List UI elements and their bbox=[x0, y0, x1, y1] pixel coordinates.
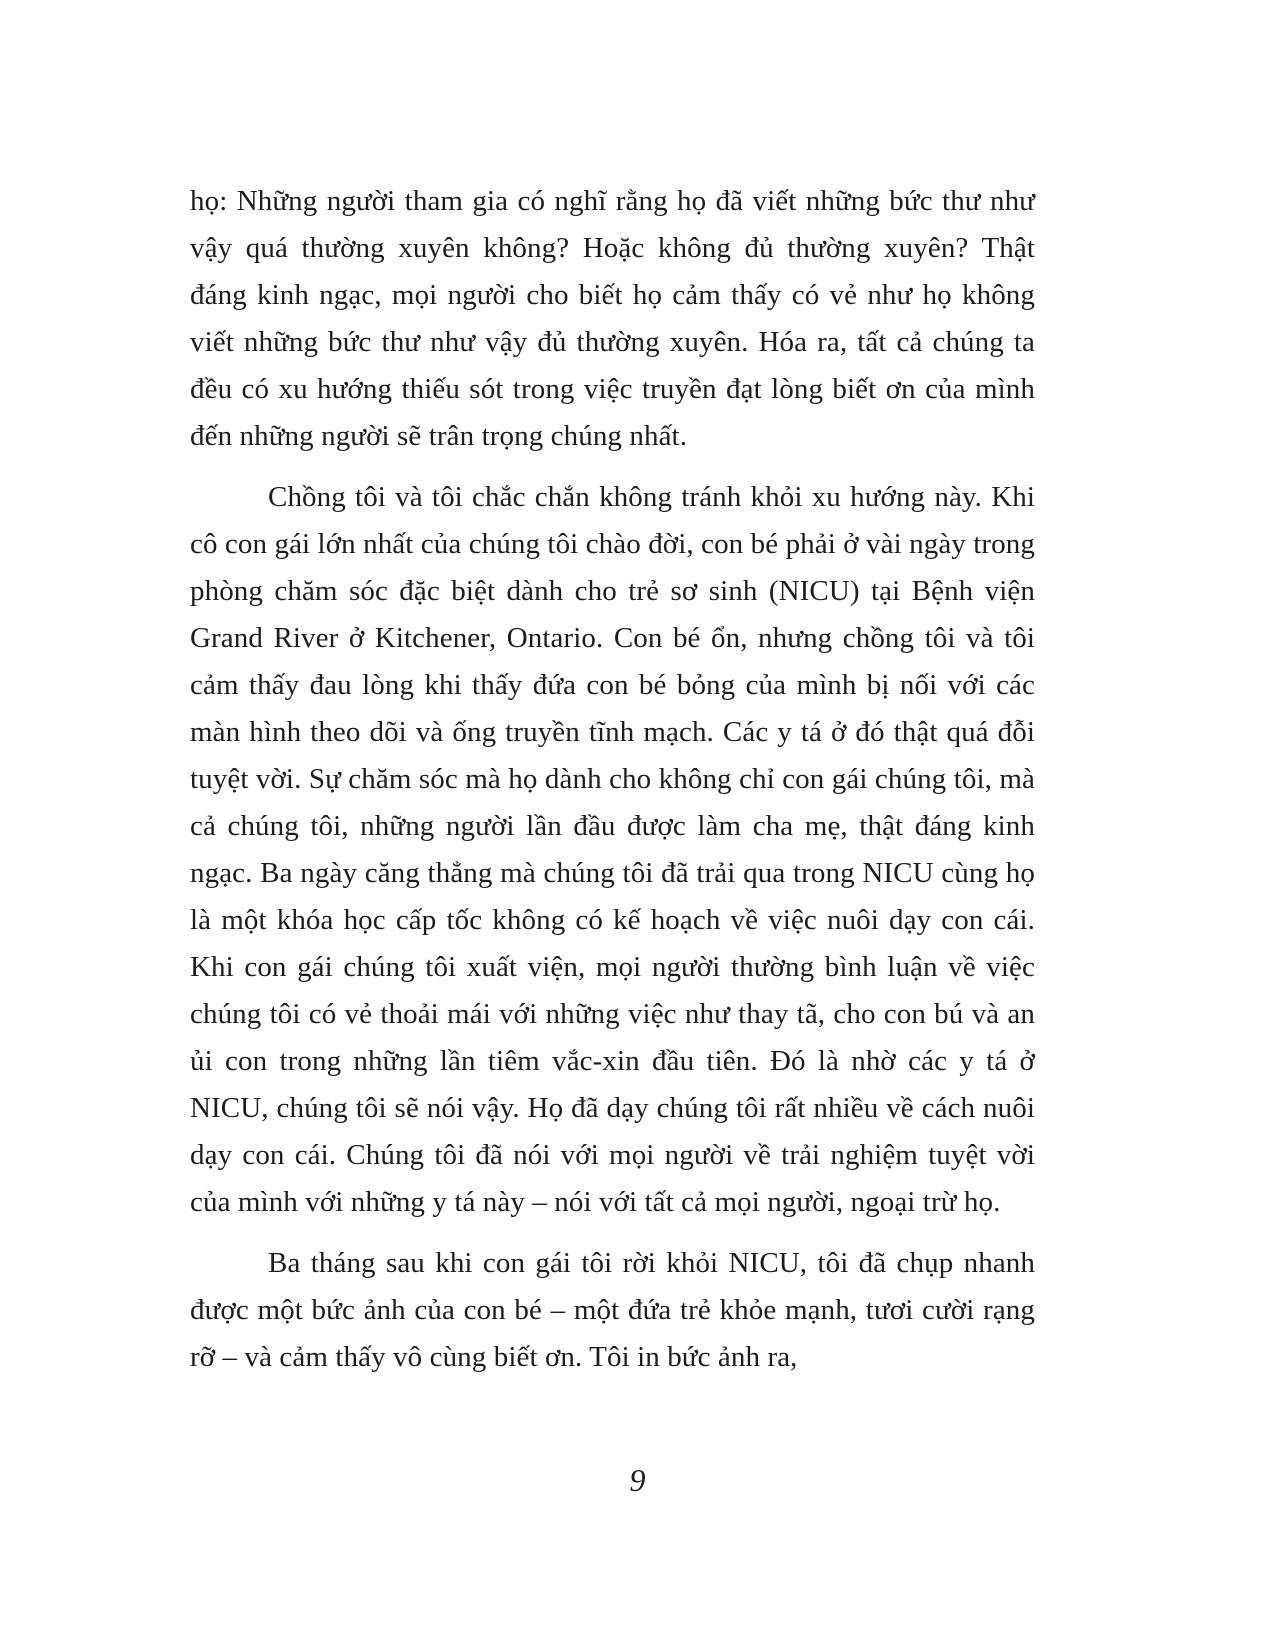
paragraph-1: họ: Những người tham gia có nghĩ rằng họ đã viết những bức thư như vậy quá thường xuyên không? Hoặc không đủ thường xuyên? Thật đáng kinh ngạc, mọi người cho biết họ cảm thấy có vẻ như họ không viết những bức thư như vậy đủ thường xuyên. Hóa ra, tất cả chúng ta đều có xu hướng thiếu sót trong việc truyền đạt lòng biết ơn của mình đến những người sẽ trân trọng chúng nhất. bbox=[190, 185, 1035, 452]
paragraph-3: Ba tháng sau khi con gái tôi rời khỏi NICU, tôi đã chụp nhanh được một bức ảnh của con bé – một đứa trẻ khỏe mạnh, tươi cười rạng rỡ – và cảm thấy vô cùng biết ơn. Tôi in bức ảnh ra, bbox=[190, 1247, 1035, 1373]
page-number: 9 bbox=[629, 1462, 646, 1498]
paragraph-2: Chồng tôi và tôi chắc chắn không tránh khỏi xu hướng này. Khi cô con gái lớn nhất của chúng tôi chào đời, con bé phải ở vài ngày trong phòng chăm sóc đặc biệt dành cho trẻ sơ sinh (NICU) tại Bệnh viện Grand River ở Kitchener, Ontario. Con bé ổn, nhưng chồng tôi và tôi cảm thấy đau lòng khi thấy đứa con bé bỏng của mình bị nối với các màn hình theo dõi và ống truyền tĩnh mạch. Các y tá ở đó thật quá đỗi tuyệt vời. Sự chăm sóc mà họ dành cho không chỉ con gái chúng tôi, mà cả chúng tôi, những người lần đầu được làm cha mẹ, thật đáng kinh ngạc. Ba ngày căng thẳng mà chúng tôi đã trải qua trong NICU cùng họ là một khóa học cấp tốc không có kế hoạch về việc nuôi dạy con cái. Khi con gái chúng tôi xuất viện, mọi người thường bình luận về việc chúng tôi có vẻ thoải mái với những việc như thay tã, cho con bú và an ủi con trong những lần tiêm vắc-xin đầu tiên. Đó là nhờ các y tá ở NICU, chúng tôi sẽ nói vậy. Họ đã dạy chúng tôi rất nhiều về cách nuôi dạy con cái. Chúng tôi đã nói với mọi người về trải nghiệm tuyệt vời của mình với những y tá này – nói với tất cả mọi người, ngoại trừ họ. bbox=[190, 481, 1035, 1218]
body-text bbox=[190, 178, 1035, 1395]
